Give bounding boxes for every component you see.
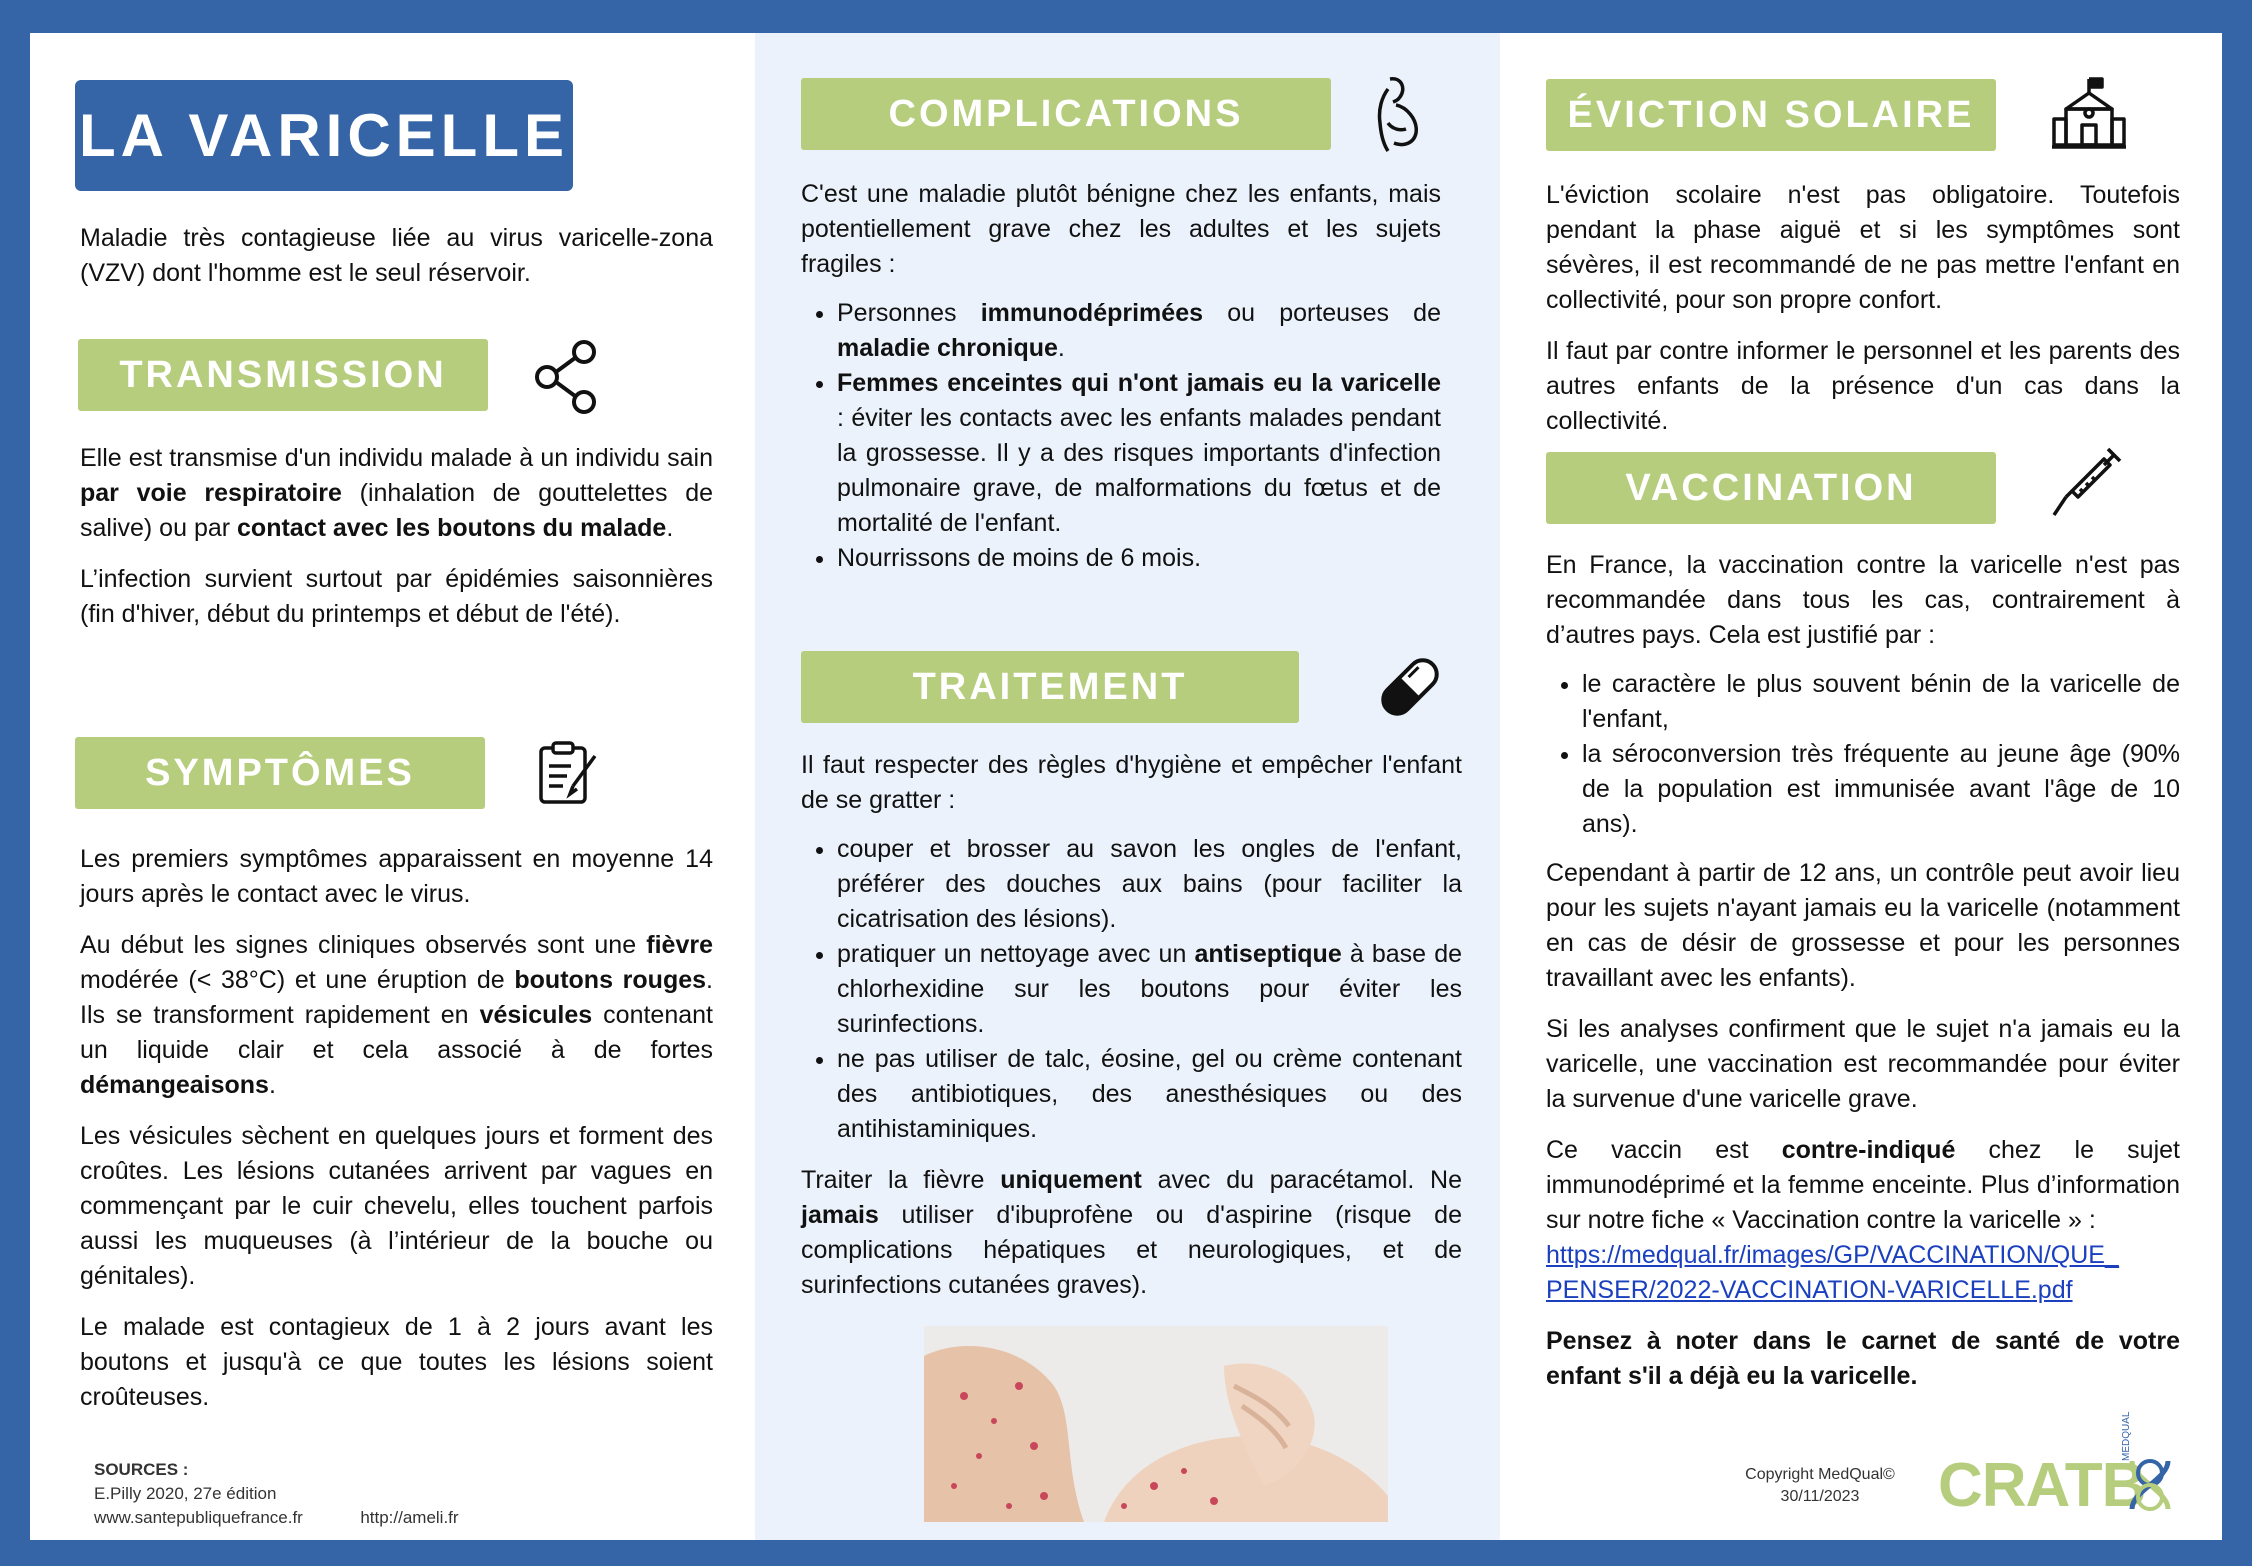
vaccination-p2: Cependant à partir de 12 ans, un contrôle peut avoir lieu pour les sujets n'ayant jamais eu la varicelle (notamment en cas de désir de grossesse et pour les personnes travaillant avec les enfants). [1546, 859, 2180, 992]
sources-label: SOURCES : [94, 1460, 189, 1479]
vaccination-link-paragraph [1546, 1238, 2180, 1308]
symptomes-p1: Les premiers symptômes apparaissent en moyenne 14 jours après le contact avec le virus. [80, 845, 713, 908]
transmission-heading: TRANSMISSION [78, 339, 488, 411]
eviction-block [1546, 178, 2180, 439]
complications-block [801, 177, 1441, 576]
complications-p1: C'est une maladie plutôt bénigne chez les enfants, mais potentiellement grave chez les adultes et les sujets fragiles : [801, 180, 1441, 278]
list-item: • Personnes immunodéprimées ou porteuses de maladie chronique. [837, 296, 1441, 366]
symptomes-heading: SYMPTÔMES [75, 737, 485, 809]
traitement-p2: Traiter la fièvre uniquement avec du paracétamol. Ne jamais utiliser d'ibuprofène ou d'aspirine (risque de complications hépatiques et neurologiques, et de surinfections cutanées graves). [801, 1166, 1462, 1299]
symptomes-block [80, 842, 713, 1415]
pill-capsule-icon [1372, 649, 1448, 725]
traitement-list [801, 832, 1462, 1147]
complications-heading: COMPLICATIONS [801, 78, 1331, 150]
list-item: • la séroconversion très fréquente au jeune âge (90% de la population est immunisée avant l'âge de 10 ans). [1582, 737, 2180, 842]
sources-block [94, 1458, 694, 1530]
cratb-logo [1938, 1411, 2178, 1521]
list-item: • couper et brosser au savon les ongles de l'enfant, préférer des douches aux bains (pour faciliter la cicatrisation des lésions). [837, 832, 1462, 937]
copyright-text: Copyright MedQual© [1745, 1466, 1895, 1483]
vaccination-reminder: Pensez à noter dans le carnet de santé de votre enfant s'il a déjà eu la varicelle. [1546, 1327, 2180, 1390]
list-item: • le caractère le plus souvent bénin de la varicelle de l'enfant, [1582, 667, 2180, 737]
vaccination-p1: En France, la vaccination contre la varicelle n'est pas recommandée dans tous les cas, contrairement à d’autres pays. Cela est justifié par : [1546, 551, 2180, 649]
sources-ameli: http://ameli.fr [360, 1508, 459, 1527]
symptomes-p2: Au début les signes cliniques observés sont une fièvre modérée (< 38°C) et une éruption de boutons rouges. Ils se transforment rapidement en vésicules contenant un liquide clair et cela associé à de fortes démangeaisons. [80, 931, 713, 1099]
vaccination-block [1546, 548, 2180, 1394]
copyright-date: 30/11/2023 [1780, 1488, 1860, 1505]
page-title: LA VARICELLE [75, 80, 573, 191]
transmission-block [80, 441, 713, 632]
symptomes-p4: Le malade est contagieux de 1 à 2 jours avant les boutons et jusqu'à ce que toutes les lésions soient croûteuses. [80, 1313, 713, 1411]
intro-block [80, 221, 713, 291]
sources-line2 [94, 1506, 694, 1530]
symptomes-p3: Les vésicules sèchent en quelques jours et forment des croûtes. Les lésions cutanées arrivent par vagues en commençant par le cuir chevelu, elles touchent parfois aussi les muqueuses (à l’intérieur de la bouche ou génitales). [80, 1122, 713, 1290]
traitement-heading: TRAITEMENT [801, 651, 1299, 723]
list-item: • ne pas utiliser de talc, éosine, gel ou crème contenant des antibiotiques, des anesthésiques ou des antihistaminiques. [837, 1042, 1462, 1147]
transmission-p2: L’infection survient surtout par épidémies saisonnières (fin d'hiver, début du printemps et début de l'été). [80, 565, 713, 628]
logo-side-text: MEDQUAL [2121, 1411, 2132, 1461]
logo-infinity-icon [2124, 1453, 2176, 1517]
eviction-heading: ÉVICTION SOLAIRE [1546, 79, 1996, 151]
intro-text: Maladie très contagieuse liée au virus varicelle-zona (VZV) dont l'homme est le seul réservoir. [80, 224, 713, 287]
sources-santepublique: www.santepubliquefrance.fr [94, 1508, 303, 1527]
list-item: • Femmes enceintes qui n'ont jamais eu la varicelle : éviter les contacts avec les enfants malades pendant la grossesse. Il y a des risques importants d'infection pulmonaire grave, de malformations du fœtus et de mortalité de l'enfant. [837, 366, 1441, 541]
transmission-p1: Elle est transmise d'un individu malade à un individu sain par voie respiratoire (inhalation de gouttelettes de salive) ou par contact avec les boutons du malade. [80, 444, 713, 542]
column-right [1500, 33, 2222, 1540]
vaccination-p4: Ce vaccin est contre-indiqué chez le sujet immunodéprimé et la femme enceinte. Plus d’information sur notre fiche « Vaccination contre la varicelle » : [1546, 1136, 2180, 1234]
clipboard-icon [533, 738, 603, 808]
column-middle [755, 33, 1500, 1540]
list-item: • Nourrissons de moins de 6 mois. [837, 541, 1441, 576]
leaflet-sheet [30, 33, 2222, 1540]
eviction-p1: L'éviction scolaire n'est pas obligatoire. Toutefois pendant la phase aiguë et si les symptômes sont sévères, il est recommandé de ne pas mettre l'enfant en collectivité, pour son propre confort. [1546, 181, 2180, 314]
eviction-p2: Il faut par contre informer le personnel et les parents des autres enfants de la présence d'un cas dans la collectivité. [1546, 337, 2180, 435]
column-left [30, 33, 755, 1540]
vaccination-p3: Si les analyses confirment que le sujet n'a jamais eu la varicelle, une vaccination est recommandée pour éviter la survenue d'une varicelle grave. [1546, 1015, 2180, 1113]
vaccination-fiche-link[interactable]: https://medqual.fr/images/GP/VACCINATION/QUE_ PENSER/2022-VACCINATION-VARICELLE.pdf [1546, 1241, 2119, 1304]
traitement-p1: Il faut respecter des règles d'hygiène et empêcher l'enfant de se gratter : [801, 751, 1462, 814]
copyright-block [1700, 1464, 1940, 1508]
child-photo [924, 1326, 1388, 1522]
traitement-block [801, 748, 1462, 1303]
share-icon [527, 337, 607, 417]
logo-text: CRATB [1938, 1451, 2146, 1520]
vaccination-list [1546, 667, 2180, 842]
syringe-icon [2048, 441, 2128, 521]
sources-line1: E.Pilly 2020, 27e édition [94, 1484, 277, 1503]
pregnant-woman-icon [1366, 75, 1426, 155]
school-building-icon [2050, 75, 2128, 153]
complications-list [801, 296, 1441, 576]
list-item: • pratiquer un nettoyage avec un antiseptique à base de chlorhexidine sur les boutons pour éviter les surinfections. [837, 937, 1462, 1042]
vaccination-heading: VACCINATION [1546, 452, 1996, 524]
